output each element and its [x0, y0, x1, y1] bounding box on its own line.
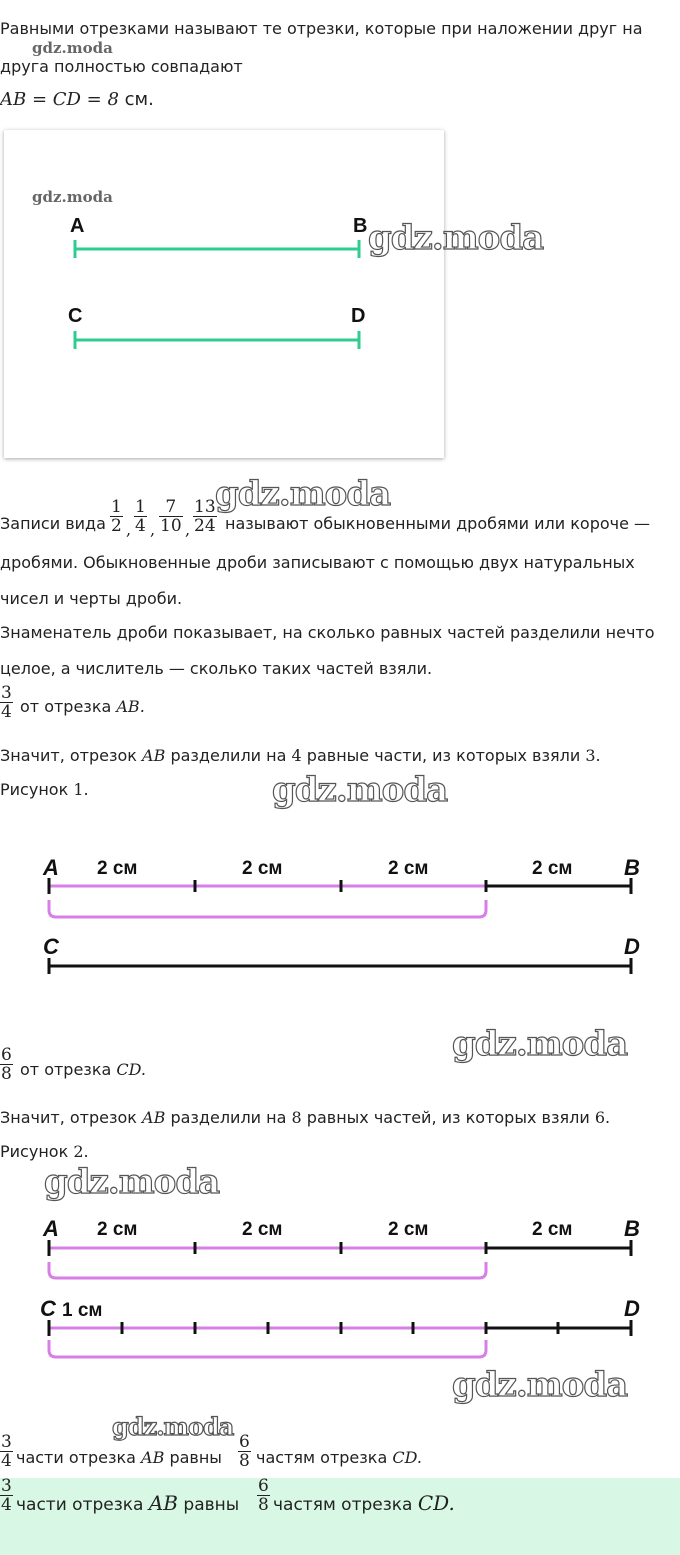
fractions-line-3: чисел и черты дроби.: [0, 589, 183, 608]
part1-explanation: Значит, отрезок AB разделили на 4 равные части, из которых взяли 3.: [0, 746, 601, 765]
fig1-length-label: 2 см: [388, 858, 429, 879]
fractions-suffix: называют обыкновенными дробями или короче —: [225, 514, 651, 533]
label-d: D: [351, 305, 366, 327]
label-c: C: [68, 305, 83, 327]
figure-1-caption: Рисунок 1.: [0, 780, 89, 799]
fig2-length-label: 2 см: [388, 1219, 429, 1240]
fig2-length-label: 2 см: [532, 1219, 573, 1240]
fractions-prefix: Записи вида: [0, 514, 106, 533]
fraction-example-3: 7 10: [160, 497, 182, 536]
fraction-example-2: 1 4: [135, 497, 146, 536]
fig1-length-label: 2 см: [97, 858, 138, 879]
conclusion-text-1: части отрезка AB равны: [16, 1448, 222, 1467]
answer-text-1: части отрезка AB равны: [16, 1491, 240, 1515]
figure-2: [0, 1200, 680, 1370]
segments-equality: [0, 90, 154, 110]
fig2-unit-label: 1 см: [62, 1300, 103, 1321]
watermark: gdz.moda: [32, 188, 113, 206]
figure-2-caption: Рисунок 2.: [0, 1142, 89, 1161]
watermark: gdz.moda: [112, 1412, 234, 1441]
watermark: gdz.moda: [452, 1024, 628, 1064]
fig1-label-b: B: [624, 855, 640, 880]
watermark: gdz.moda: [452, 1365, 628, 1405]
label-a: A: [70, 215, 85, 237]
part1-of-text: от отрезка AB.: [20, 697, 145, 716]
equality-unit: см.: [118, 89, 154, 110]
fraction-example-1: 1 2: [111, 497, 122, 536]
conclusion-fraction-2: 6 8: [239, 1432, 250, 1471]
fraction-example-4: 13 24: [194, 497, 216, 536]
fractions-line-5: целое, а числитель — сколько таких частей взяли.: [0, 659, 433, 678]
equal-segments-svg: [4, 130, 444, 458]
fig2-cd-brace: [49, 1340, 486, 1357]
fig2-length-label: 2 см: [242, 1219, 283, 1240]
fig2-label-c: C: [40, 1296, 56, 1321]
fig2-length-label: 2 см: [97, 1219, 138, 1240]
answer-fraction-2: 6 8: [258, 1476, 269, 1515]
watermark: gdz.moda: [272, 770, 448, 810]
figure-1: [0, 840, 680, 990]
watermark: gdz.moda: [215, 474, 391, 514]
intro-line-1: Равными отрезками называют те отрезки, которые при наложении друг на: [0, 19, 643, 38]
answer-text-2: частям отрезка CD.: [273, 1491, 455, 1515]
answer-highlight: [0, 1478, 680, 1555]
fig1-label-d: D: [624, 934, 640, 959]
fig1-label-c: C: [43, 934, 59, 959]
part2-explanation: Значит, отрезок AB разделили на 8 равных частей, из которых взяли 6.: [0, 1108, 611, 1127]
fig1-length-label: 2 см: [242, 858, 283, 879]
fractions-line-2: дробями. Обыкновенные дроби записывают с помощью двух натуральных: [0, 553, 635, 572]
fractions-line-4: Знаменатель дроби показывает, на сколько равных частей разделили нечто: [0, 623, 655, 642]
conclusion-text-2: частям отрезка CD.: [256, 1448, 422, 1467]
conclusion-fraction-1: 3 4: [1, 1432, 12, 1471]
fig1-three-quarters-brace: [49, 900, 486, 917]
fig1-label-a: A: [43, 855, 59, 880]
equality-math: AB = CD = 8: [0, 89, 119, 110]
equal-segments-figure: [4, 130, 444, 458]
answer-fraction-1: 3 4: [1, 1476, 12, 1515]
fig1-length-label: 2 см: [532, 858, 573, 879]
part1-fraction: 3 4: [1, 683, 12, 722]
watermark: gdz.moda: [44, 1162, 220, 1202]
fig2-ab-brace: [49, 1262, 486, 1278]
watermark: gdz.moda: [368, 218, 544, 258]
fig2-label-a: A: [43, 1216, 59, 1241]
fig2-label-d: D: [624, 1296, 640, 1321]
label-b: B: [353, 215, 368, 237]
part2-of-text: от отрезка CD.: [20, 1060, 146, 1079]
part2-fraction: 6 8: [1, 1045, 12, 1084]
watermark: gdz.moda: [32, 39, 113, 57]
fig2-label-b: B: [624, 1216, 640, 1241]
intro-line-2: друга полностью совпадают: [0, 57, 243, 76]
